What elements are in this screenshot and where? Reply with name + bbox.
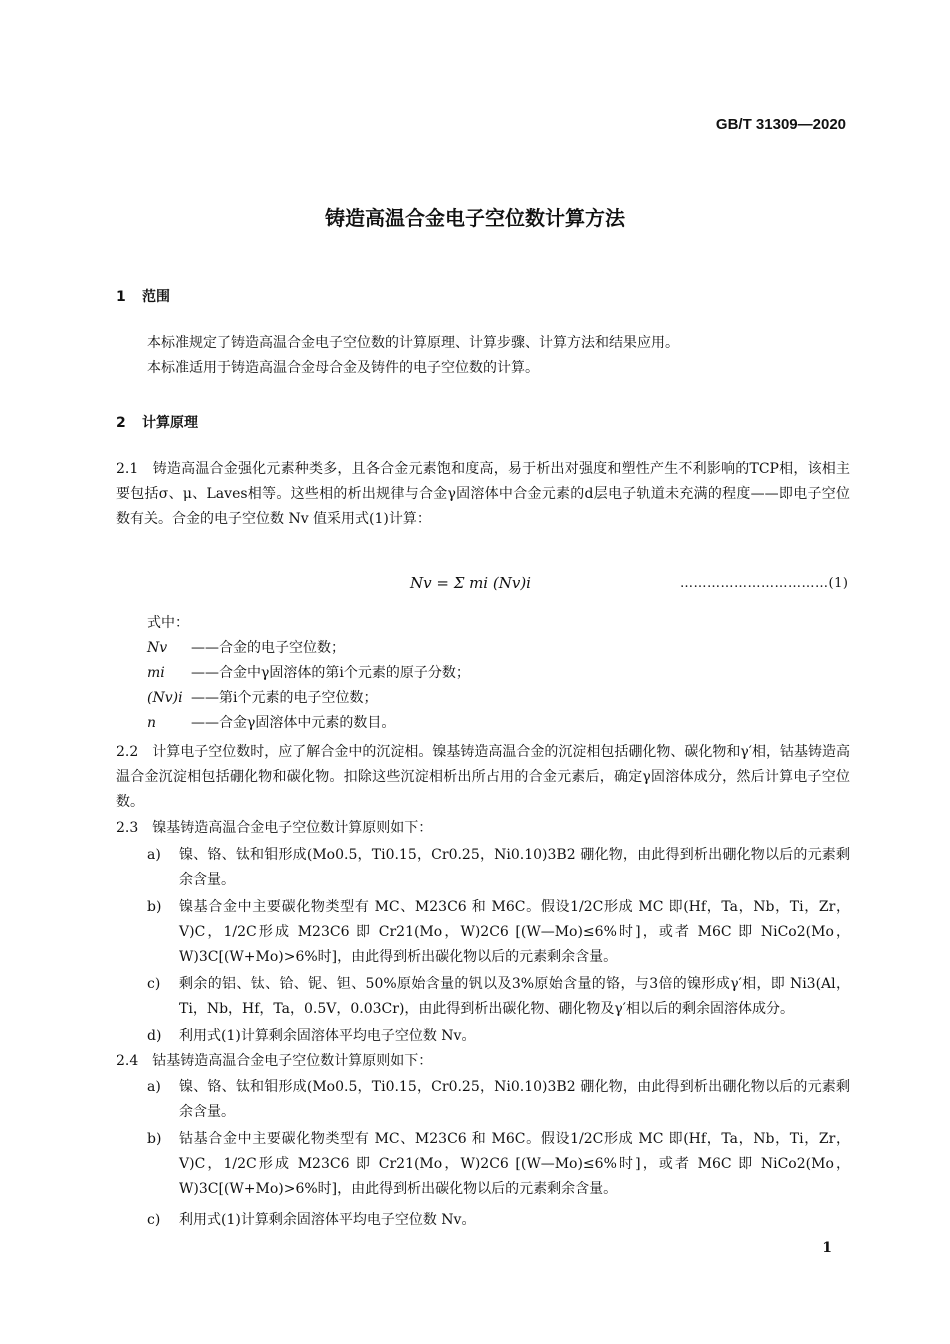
list-item: [147, 843, 850, 893]
item-text: 镍、铬、钛和钼形成(Mo0.5，Ti0.15，Cr0.25，Ni0.10)3B2 硼化物，由此得到析出硼化物以后的元素剩余含量。: [179, 847, 850, 888]
where-label: 式中：: [147, 615, 189, 631]
list-item: [147, 1127, 850, 1202]
list-item: [147, 1208, 850, 1233]
paragraph-2-1: [116, 457, 850, 532]
paragraph-2-4: 2.4 钴基铸造高温合金电子空位数计算原则如下：: [116, 1053, 433, 1069]
item-label: b): [147, 1131, 162, 1147]
item-text: 镍、铬、钛和钼形成(Mo0.5，Ti0.15，Cr0.25，Ni0.10)3B2 硼化物，由此得到析出硼化物以后的元素剩余含量。: [179, 1079, 850, 1120]
item-label: a): [147, 1079, 161, 1095]
variable-row: [147, 712, 395, 734]
item-text: 剩余的铝、钛、铪、铌、钽、50%原始含量的钒以及3%原始含量的铬，与3倍的镍形成γ′相，即 Ni3(Al，Ti，Nb，Hf，Ta，0.5V，0.03Cr)，由此得到析出碳化物、硼化物及γ′相以后的剩余固溶体成分。: [179, 976, 850, 1017]
item-text: 镍基合金中主要碳化物类型有 MC、M23C6 和 M6C。假设1/2C形成 MC 即(Hf，Ta，Nb，Ti，Zr，V)C，1/2C形成 M23C6 即 Cr21(Mo，W)2C6 [(W—Mo)≤6%时]，或者 M6C 即 NiCo2(Mo，W)3C[(W+Mo)>6%时]，由此得到析出碳化物以后的元素剩余含量。: [179, 899, 850, 965]
variable-desc: ——合金的电子空位数；: [191, 640, 345, 656]
section-title: 计算原理: [142, 415, 198, 431]
section-2-heading: [116, 412, 198, 432]
variable-desc: ——合金中γ固溶体的第i个元素的原子分数；: [191, 665, 470, 681]
section-number: 1: [116, 289, 126, 305]
item-label: b): [147, 899, 162, 915]
item-text: 钴基合金中主要碳化物类型有 MC、M23C6 和 M6C。假设1/2C形成 MC 即(Hf，Ta，Nb，Ti，Zr，V)C，1/2C形成 M23C6 即 Cr21(Mo，W)2C6 [(W—Mo)≤6%时]，或者 M6C 即 NiCo2(Mo，W)3C[(W+Mo)>6%时]，由此得到析出碳化物以后的元素剩余含量。: [179, 1131, 850, 1197]
variable-row: [147, 637, 345, 659]
paragraph: 本标准适用于铸造高温合金母合金及铸件的电子空位数的计算。: [147, 360, 539, 376]
item-label: a): [147, 847, 161, 863]
variable-symbol: n: [147, 715, 157, 731]
variable-symbol: (Nv)i: [147, 690, 183, 706]
item-label: d): [147, 1028, 162, 1044]
clause-number: 2.1: [116, 461, 139, 477]
standard-code: GB/T 31309—2020: [715, 116, 846, 133]
variable-desc: ——第i个元素的电子空位数；: [191, 690, 378, 706]
item-text: 利用式(1)计算剩余固溶体平均电子空位数 Nv。: [179, 1028, 476, 1044]
page-number: 1: [822, 1240, 832, 1256]
list-item: [147, 972, 850, 1022]
variable-row: [147, 662, 470, 684]
section-number: 2: [116, 415, 126, 431]
paragraph-2-2: 2.2 计算电子空位数时，应了解合金中的沉淀相。镍基铸造高温合金的沉淀相包括硼化物、碳化物和γ′相，钴基铸造高温合金沉淀相包括硼化物和碳化物。扣除这些沉淀相析出所占用的合金元素后，确定γ固溶体成分，然后计算电子空位数。: [116, 744, 850, 810]
paragraph-2-3: 2.3 镍基铸造高温合金电子空位数计算原则如下：: [116, 820, 433, 836]
list-item: [147, 1075, 850, 1125]
list-item: [147, 895, 850, 970]
document-title: 铸造高温合金电子空位数计算方法: [325, 206, 625, 230]
item-label: c): [147, 976, 161, 992]
formula-1: Nv = Σ mi (Nv)i: [410, 574, 531, 592]
variable-symbol: Nv: [147, 640, 168, 656]
item-label: c): [147, 1212, 161, 1228]
clause-text: 铸造高温合金强化元素种类多，且各合金元素饱和度高，易于析出对强度和塑性产生不利影响的TCP相，该相主要包括σ、μ、Laves相等。这些相的析出规律与合金γ固溶体中合金元素的d层电子轨道未充满的程度——即电子空位数有关。合金的电子空位数 Nv 值采用式(1)计算：: [116, 461, 851, 527]
paragraph: 本标准规定了铸造高温合金电子空位数的计算原理、计算步骤、计算方法和结果应用。: [147, 335, 679, 351]
variable-desc: ——合金γ固溶体中元素的数目。: [191, 715, 396, 731]
variable-symbol: mi: [147, 665, 165, 681]
formula-number: ……………………………(1): [680, 576, 849, 591]
variable-row: [147, 687, 377, 709]
list-item: [147, 1024, 850, 1049]
section-1-heading: [116, 286, 170, 306]
section-title: 范围: [142, 289, 170, 305]
item-text: 利用式(1)计算剩余固溶体平均电子空位数 Nv。: [179, 1212, 476, 1228]
